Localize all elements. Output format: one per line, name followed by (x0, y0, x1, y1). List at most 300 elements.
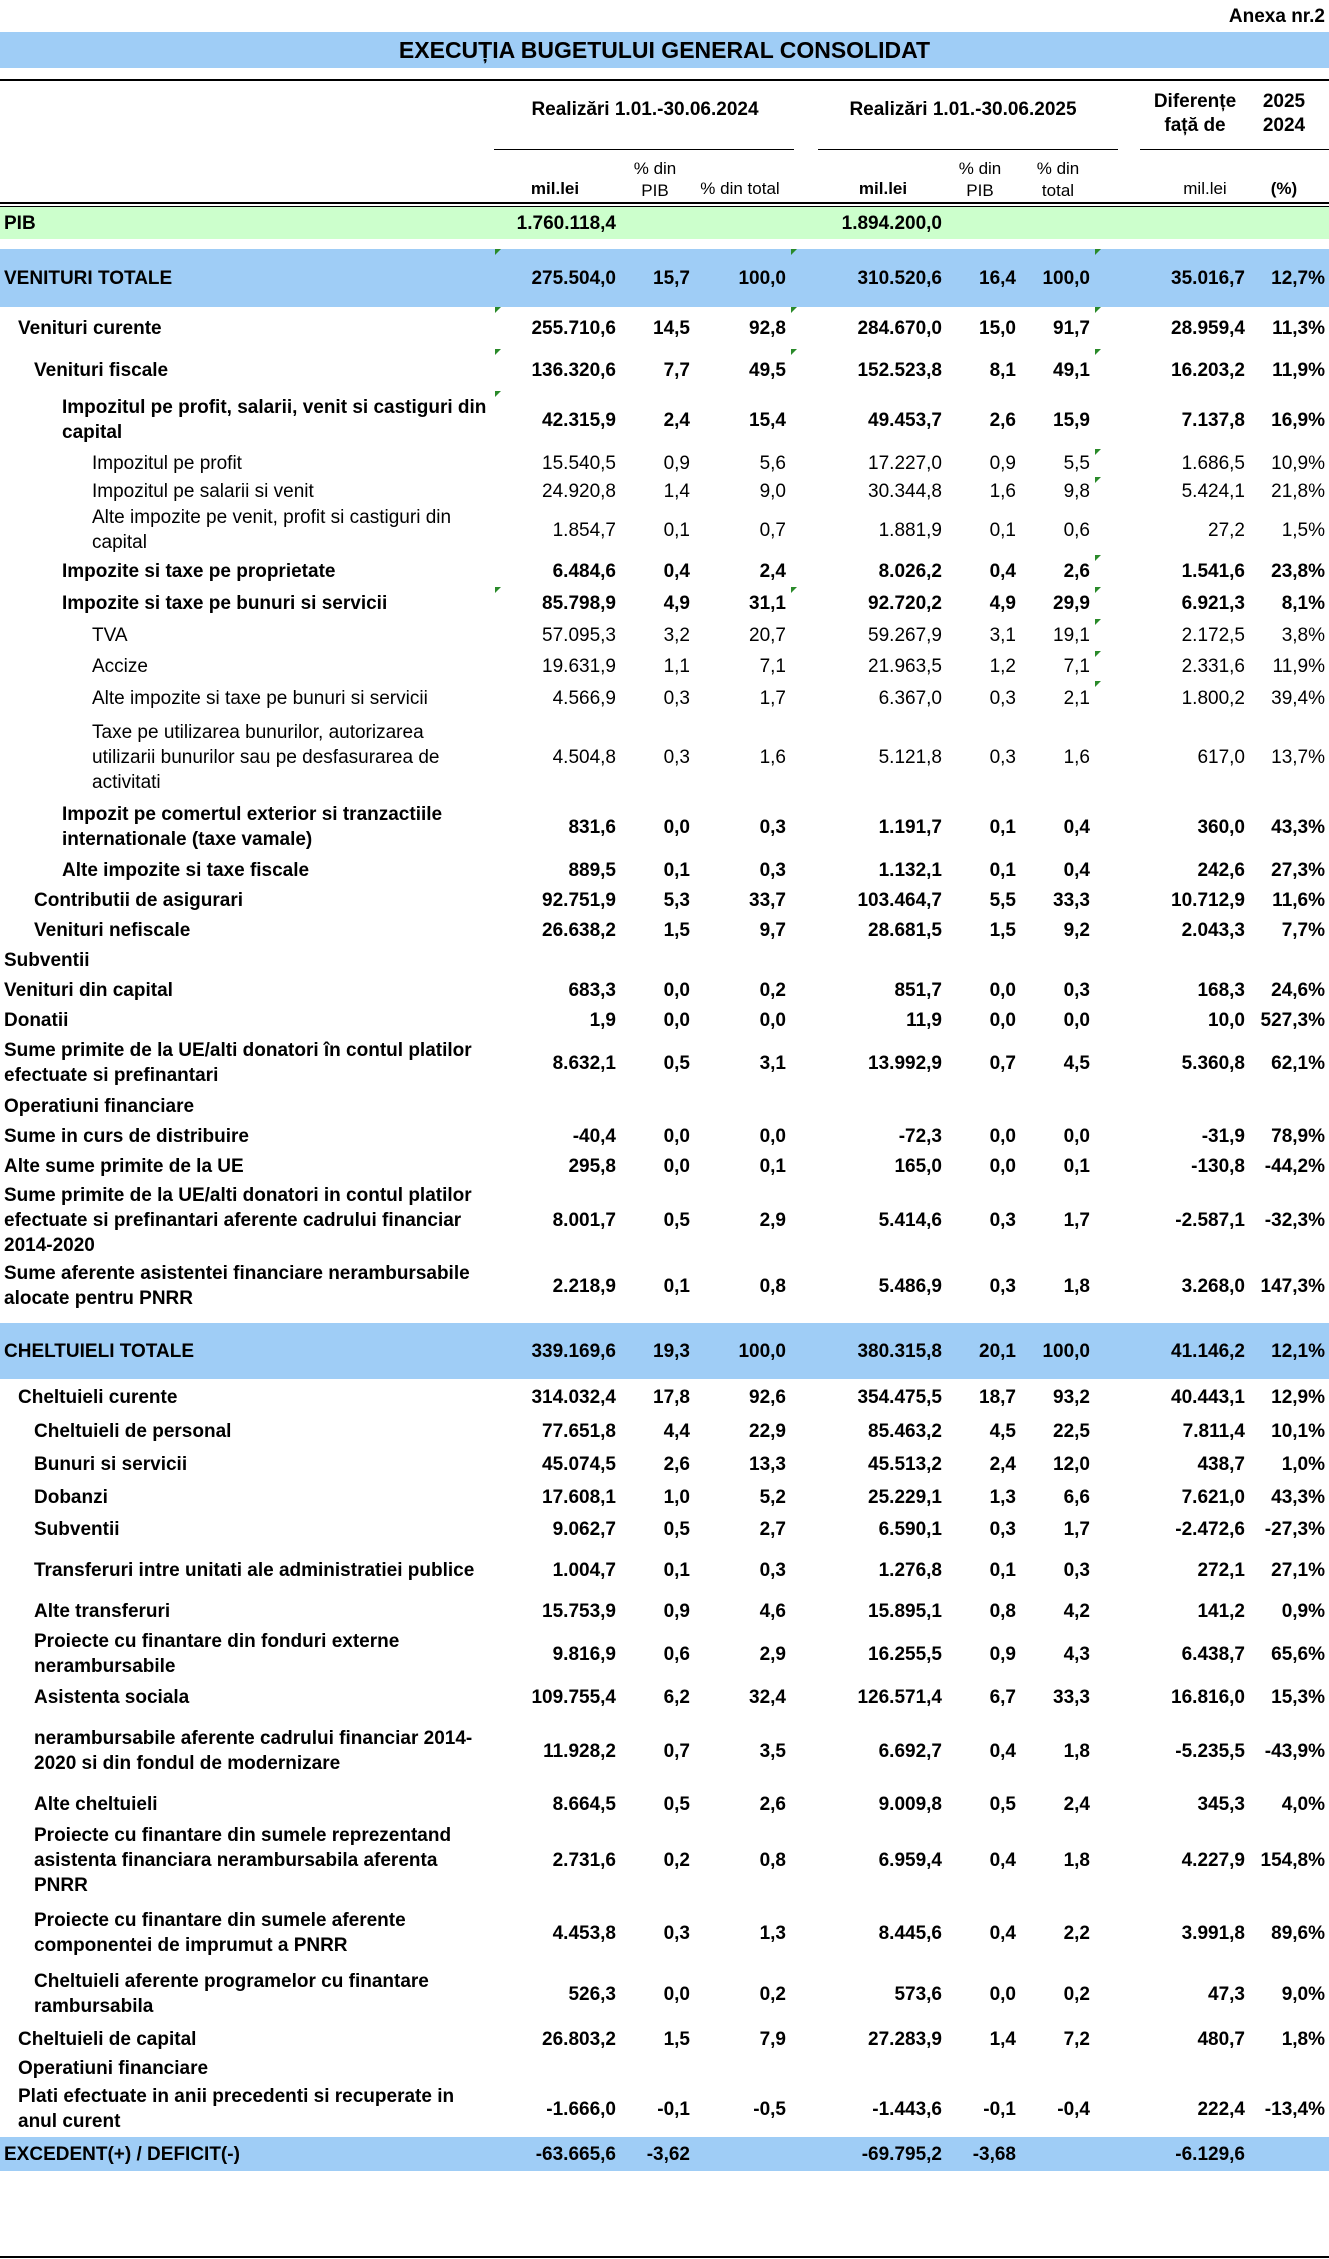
row-value (1249, 681, 1329, 715)
cell-text: 1,8 (1063, 1740, 1090, 1762)
row-value (946, 681, 1020, 715)
cell-text: 14,5 (653, 317, 690, 339)
row-value (1020, 1595, 1094, 1627)
row-value (1094, 1965, 1249, 2023)
cell-text: 6.692,7 (878, 1740, 942, 1762)
table-row (0, 1259, 1329, 1313)
row-value (790, 945, 946, 975)
table-body (0, 207, 1329, 2171)
cell-text: 2.331,6 (1181, 655, 1245, 677)
cell-text: 0,5 (663, 1209, 690, 1231)
table-row (0, 505, 1329, 555)
row-value (694, 207, 790, 239)
cell-text: 33,3 (1053, 889, 1090, 911)
row-value (1094, 715, 1249, 799)
row-value (946, 2081, 1020, 2137)
table-row (0, 855, 1329, 885)
row-value (620, 2023, 694, 2055)
group-rule-2024 (494, 149, 794, 150)
cell-text: 1,6 (759, 746, 786, 768)
table-row (0, 1323, 1329, 1379)
row-value (790, 1447, 946, 1481)
table-row (0, 1379, 1329, 1415)
cell-text: 21.963,5 (868, 655, 942, 677)
cell-text: 19.631,9 (542, 655, 616, 677)
cell-text: 49,1 (1053, 359, 1090, 381)
table-row (0, 1965, 1329, 2023)
table-row (0, 1595, 1329, 1627)
cell-text: 4,6 (759, 1600, 786, 1622)
cell-text: 23,8% (1271, 560, 1325, 582)
row-value (494, 1513, 620, 1545)
cell-text: 1,7 (1063, 1518, 1090, 1540)
row-value (694, 239, 790, 249)
cell-text: 1.854,7 (552, 519, 616, 541)
cell-text: -72,3 (898, 1125, 942, 1147)
cell-text: 2,1 (1063, 687, 1090, 709)
header-group-diff: Diferențe față de (1153, 91, 1237, 136)
row-value (494, 349, 620, 391)
row-value (1094, 207, 1249, 239)
header-group-pct: 2025 2024 (1262, 91, 1306, 136)
row-label: Impozitul pe profit (92, 452, 242, 474)
row-value (1249, 945, 1329, 975)
table-row (0, 2055, 1329, 2081)
row-value (494, 1313, 620, 1323)
row-value (620, 885, 694, 915)
cell-text: 0,0 (759, 1125, 786, 1147)
cell-text: 45.513,2 (868, 1453, 942, 1475)
cell-text: 339.169,6 (531, 1340, 616, 1362)
row-value (946, 1965, 1020, 2023)
row-value (1020, 1901, 1094, 1965)
cell-text: 15,4 (749, 409, 786, 431)
row-value (946, 799, 1020, 855)
row-value (1094, 505, 1249, 555)
row-value (790, 391, 946, 449)
cell-marker-icon (1095, 619, 1101, 625)
row-value (494, 207, 620, 239)
row-value (620, 449, 694, 477)
row-value (694, 975, 790, 1005)
cell-text: 0,1 (989, 1559, 1016, 1581)
cell-text: 1,9 (589, 1009, 616, 1031)
row-value (1094, 1901, 1249, 1965)
row-value (494, 505, 620, 555)
row-value (946, 1035, 1020, 1091)
row-value (494, 855, 620, 885)
cell-text: 0,2 (663, 1849, 690, 1871)
cell-marker-icon (1095, 555, 1101, 561)
row-value (790, 1901, 946, 1965)
cell-text: -1.666,0 (546, 2098, 616, 2120)
row-value (694, 1447, 790, 1481)
cell-text: 831,6 (568, 816, 616, 838)
row-value (1020, 555, 1094, 587)
row-value (790, 555, 946, 587)
cell-text: 7,7% (1281, 919, 1325, 941)
cell-text: 1.276,8 (878, 1559, 942, 1581)
row-value (1094, 1313, 1249, 1323)
row-value (694, 249, 790, 307)
row-value (1094, 799, 1249, 855)
row-label (0, 1313, 494, 1323)
cell-text: 0,7 (989, 1052, 1016, 1074)
row-value (1020, 2081, 1094, 2137)
cell-text: 6.484,6 (552, 560, 616, 582)
cell-text: 93,2 (1053, 1386, 1090, 1408)
row-value (1020, 1713, 1094, 1789)
cell-text: 9.816,9 (552, 1643, 616, 1665)
row-value (790, 975, 946, 1005)
cell-text: 40.443,1 (1171, 1386, 1245, 1408)
cell-text: 27,2 (1208, 519, 1245, 541)
row-value (494, 249, 620, 307)
cell-text: -5.235,5 (1175, 1740, 1245, 1762)
cell-text: 4.566,9 (552, 687, 616, 709)
cell-text: 62,1% (1271, 1052, 1325, 1074)
row-value (694, 505, 790, 555)
cell-text: 0,3 (663, 687, 690, 709)
row-value (946, 505, 1020, 555)
row-value (1094, 1595, 1249, 1627)
cell-text: 39,4% (1271, 687, 1325, 709)
table-row (0, 1447, 1329, 1481)
row-value (620, 1313, 694, 1323)
row-value (1249, 2055, 1329, 2081)
cell-text: 42.315,9 (542, 409, 616, 431)
cell-text: 7.137,8 (1181, 409, 1245, 431)
row-label (0, 239, 494, 249)
cell-text: 0,3 (759, 816, 786, 838)
row-value (1249, 1181, 1329, 1259)
cell-text: 2,4 (989, 1453, 1016, 1475)
cell-text: 0,5 (663, 1793, 690, 1815)
row-value (494, 1965, 620, 2023)
cell-text: 12,1% (1271, 1340, 1325, 1362)
row-value (1094, 1713, 1249, 1789)
subheader-mil-lei-diff: mil.lei (1183, 179, 1227, 198)
cell-text: 5,6 (759, 452, 786, 474)
cell-text: 89,6% (1271, 1922, 1325, 1944)
row-value (1020, 855, 1094, 885)
row-label: Impozite si taxe pe proprietate (62, 560, 336, 582)
cell-text: 1,3 (759, 1922, 786, 1944)
row-value (694, 681, 790, 715)
page-title: EXECUȚIA BUGETULUI GENERAL CONSOLIDAT (0, 32, 1329, 68)
row-value (1094, 855, 1249, 885)
row-value (494, 1091, 620, 1121)
cell-text: 9.009,8 (878, 1793, 942, 1815)
cell-text: 4,9 (663, 592, 690, 614)
cell-text: 27,1% (1271, 1559, 1325, 1581)
row-value (1094, 555, 1249, 587)
table-row (0, 449, 1329, 477)
cell-text: 65,6% (1271, 1643, 1325, 1665)
row-value (1020, 651, 1094, 681)
cell-text: 6.921,3 (1181, 592, 1245, 614)
row-value (1249, 349, 1329, 391)
row-value (1020, 349, 1094, 391)
row-value (620, 505, 694, 555)
row-value (790, 2081, 946, 2137)
cell-text: 0,5 (663, 1518, 690, 1540)
cell-text: 0,0 (663, 816, 690, 838)
cell-text: 345,3 (1197, 1793, 1245, 1815)
row-value (694, 555, 790, 587)
row-value (790, 1379, 946, 1415)
cell-marker-icon (791, 349, 797, 355)
cell-text: 15,7 (653, 267, 690, 289)
cell-text: 0,3 (989, 746, 1016, 768)
cell-text: 0,4 (1063, 859, 1090, 881)
row-label: Venituri fiscale (34, 359, 169, 381)
cell-text: 2,6 (989, 409, 1016, 431)
cell-text: 7,1 (759, 655, 786, 677)
row-value (1249, 619, 1329, 651)
row-value (946, 975, 1020, 1005)
cell-text: 92,8 (749, 317, 786, 339)
cell-text: -31,9 (1201, 1125, 1245, 1147)
cell-text: 16.255,5 (868, 1643, 942, 1665)
cell-text: 0,0 (989, 1009, 1016, 1031)
row-value (790, 2137, 946, 2171)
row-value (1249, 307, 1329, 349)
cell-text: 0,1 (989, 519, 1016, 541)
table-row (0, 945, 1329, 975)
table-row (0, 1005, 1329, 1035)
cell-text: 0,9% (1281, 1600, 1325, 1622)
cell-text: 314.032,4 (531, 1386, 616, 1408)
row-value (790, 1121, 946, 1151)
cell-text: 295,8 (568, 1155, 616, 1177)
row-value (790, 1415, 946, 1447)
cell-text: 0,3 (663, 746, 690, 768)
table-row (0, 349, 1329, 391)
row-value (946, 1545, 1020, 1595)
table-row (0, 1313, 1329, 1323)
cell-text: 3,8% (1281, 624, 1325, 646)
cell-text: 0,4 (1063, 816, 1090, 838)
cell-text: 92,6 (749, 1386, 786, 1408)
cell-text: 9,7 (759, 919, 786, 941)
row-value (1094, 239, 1249, 249)
row-value (1094, 477, 1249, 505)
row-value (620, 915, 694, 945)
row-value (620, 555, 694, 587)
row-value (1249, 587, 1329, 619)
cell-text: -2.587,1 (1175, 1209, 1245, 1231)
table-row (0, 249, 1329, 307)
cell-text: 2.731,6 (552, 1849, 616, 1871)
row-value (694, 1819, 790, 1901)
row-value (1020, 1091, 1094, 1121)
row-label: Proiecte cu finantare din sumele reprezentand asistenta financiara nerambursabila aferenta PNRR (34, 1824, 452, 1896)
row-value (494, 681, 620, 715)
row-value (1020, 1627, 1094, 1681)
cell-text: -1.443,6 (872, 2098, 942, 2120)
cell-text: 28.681,5 (868, 919, 942, 941)
row-value (1020, 477, 1094, 505)
row-value (494, 945, 620, 975)
cell-text: 1,6 (989, 480, 1016, 502)
row-value (1249, 477, 1329, 505)
row-value (1020, 2023, 1094, 2055)
row-value (946, 2023, 1020, 2055)
cell-text: 20,7 (749, 624, 786, 646)
row-value (946, 477, 1020, 505)
row-value (790, 1323, 946, 1379)
cell-text: 4,5 (1063, 1052, 1090, 1074)
cell-text: 3.268,0 (1181, 1275, 1245, 1297)
cell-text: 5.121,8 (878, 746, 942, 768)
cell-marker-icon (1095, 477, 1101, 483)
cell-text: 6,7 (989, 1686, 1016, 1708)
cell-text: 7.811,4 (1182, 1420, 1245, 1442)
row-value (620, 1481, 694, 1513)
cell-text: 85.798,9 (542, 592, 616, 614)
row-value (620, 1789, 694, 1819)
row-value (1020, 681, 1094, 715)
row-value (1094, 1181, 1249, 1259)
row-value (620, 1035, 694, 1091)
row-value (946, 1005, 1020, 1035)
cell-text: 1,4 (989, 2028, 1016, 2050)
cell-text: 0,0 (989, 979, 1016, 1001)
cell-text: 10,1% (1271, 1420, 1325, 1442)
row-value (494, 587, 620, 619)
row-value (694, 1965, 790, 2023)
row-value (1249, 975, 1329, 1005)
row-value (1249, 1121, 1329, 1151)
row-value (1094, 391, 1249, 449)
cell-text: 100,0 (1042, 1340, 1090, 1362)
cell-text: 59.267,9 (868, 624, 942, 646)
cell-text: 0,4 (989, 560, 1016, 582)
row-value (1020, 1447, 1094, 1481)
cell-text: 9,0% (1281, 1983, 1325, 2005)
cell-text: 0,1 (1063, 1155, 1090, 1177)
table-row (0, 1181, 1329, 1259)
row-value (1094, 945, 1249, 975)
cell-text: -0,5 (753, 2098, 786, 2120)
cell-text: 16.816,0 (1171, 1686, 1245, 1708)
cell-text: 4,2 (1063, 1600, 1090, 1622)
row-label: Bunuri si servicii (34, 1453, 188, 1475)
table-row (0, 885, 1329, 915)
row-value (494, 1545, 620, 1595)
row-label: Impozitul pe profit, salarii, venit si castiguri din capital (62, 397, 487, 443)
cell-text: 11,9% (1272, 655, 1325, 677)
row-value (494, 2023, 620, 2055)
cell-text: 0,1 (663, 859, 690, 881)
row-value (694, 1035, 790, 1091)
row-value (1249, 1415, 1329, 1447)
cell-marker-icon (1095, 349, 1101, 355)
cell-text: 4,3 (1063, 1643, 1090, 1665)
subheader-pct-pib-2024: % din PIB (633, 159, 677, 200)
cell-marker-icon (791, 249, 797, 255)
row-value (694, 1323, 790, 1379)
cell-text: 1,8 (1063, 1849, 1090, 1871)
row-label: Cheltuieli de capital (18, 2028, 197, 2050)
row-value (494, 1181, 620, 1259)
cell-marker-icon (791, 307, 797, 313)
row-value (1094, 2055, 1249, 2081)
row-value (494, 2081, 620, 2137)
row-value (1094, 1819, 1249, 1901)
row-value (694, 2081, 790, 2137)
cell-marker-icon (1095, 249, 1101, 255)
row-value (790, 249, 946, 307)
row-value (494, 1415, 620, 1447)
row-value (1249, 1965, 1329, 2023)
header-group-2025: Realizări 1.01.-30.06.2025 (849, 99, 1077, 120)
row-value (1020, 449, 1094, 477)
row-label: Alte sume primite de la UE (4, 1155, 244, 1177)
row-value (946, 555, 1020, 587)
row-label: PIB (0, 207, 494, 239)
row-label: Venituri nefiscale (34, 919, 191, 941)
row-value (946, 885, 1020, 915)
table-row (0, 1713, 1329, 1789)
cell-text: 12,7% (1271, 267, 1325, 289)
table-row (0, 2137, 1329, 2171)
cell-text: 2.043,3 (1181, 919, 1245, 941)
row-value (946, 2137, 1020, 2171)
row-value (694, 715, 790, 799)
table-row (0, 239, 1329, 249)
row-value (1020, 1965, 1094, 2023)
cell-text: 3,2 (663, 624, 690, 646)
row-value (790, 2055, 946, 2081)
cell-text: 100,0 (738, 1340, 786, 1362)
row-value (694, 1005, 790, 1035)
cell-text: -44,2% (1264, 1155, 1325, 1177)
row-value (494, 1447, 620, 1481)
cell-text: 2,9 (759, 1643, 786, 1665)
cell-text: 33,7 (749, 889, 786, 911)
cell-text: 0,0 (989, 1983, 1016, 2005)
row-label: Dobanzi (34, 1486, 108, 1508)
cell-text: 17.227,0 (868, 452, 942, 474)
cell-text: 2,2 (1063, 1922, 1090, 1944)
cell-text: 480,7 (1197, 2028, 1245, 2050)
row-value (694, 1713, 790, 1789)
row-value (1020, 1005, 1094, 1035)
row-value (494, 1259, 620, 1313)
row-value (620, 715, 694, 799)
cell-text: 5,2 (759, 1486, 786, 1508)
row-value (1094, 1415, 1249, 1447)
cell-text: 49.453,7 (868, 409, 942, 431)
row-value (1094, 1481, 1249, 1513)
cell-text: 0,9 (989, 1643, 1016, 1665)
row-value (1094, 651, 1249, 681)
row-value (694, 1681, 790, 1713)
row-value (1020, 1481, 1094, 1513)
cell-text: 27.283,9 (868, 2028, 942, 2050)
table-row (0, 2081, 1329, 2137)
row-value (1020, 1789, 1094, 1819)
cell-text: 109.755,4 (531, 1686, 616, 1708)
row-value (790, 505, 946, 555)
row-value (620, 239, 694, 249)
row-value (494, 885, 620, 915)
cell-text: 310.520,6 (857, 267, 942, 289)
cell-text: 41.146,2 (1171, 1340, 1245, 1362)
cell-text: -63.665,6 (535, 2143, 616, 2165)
